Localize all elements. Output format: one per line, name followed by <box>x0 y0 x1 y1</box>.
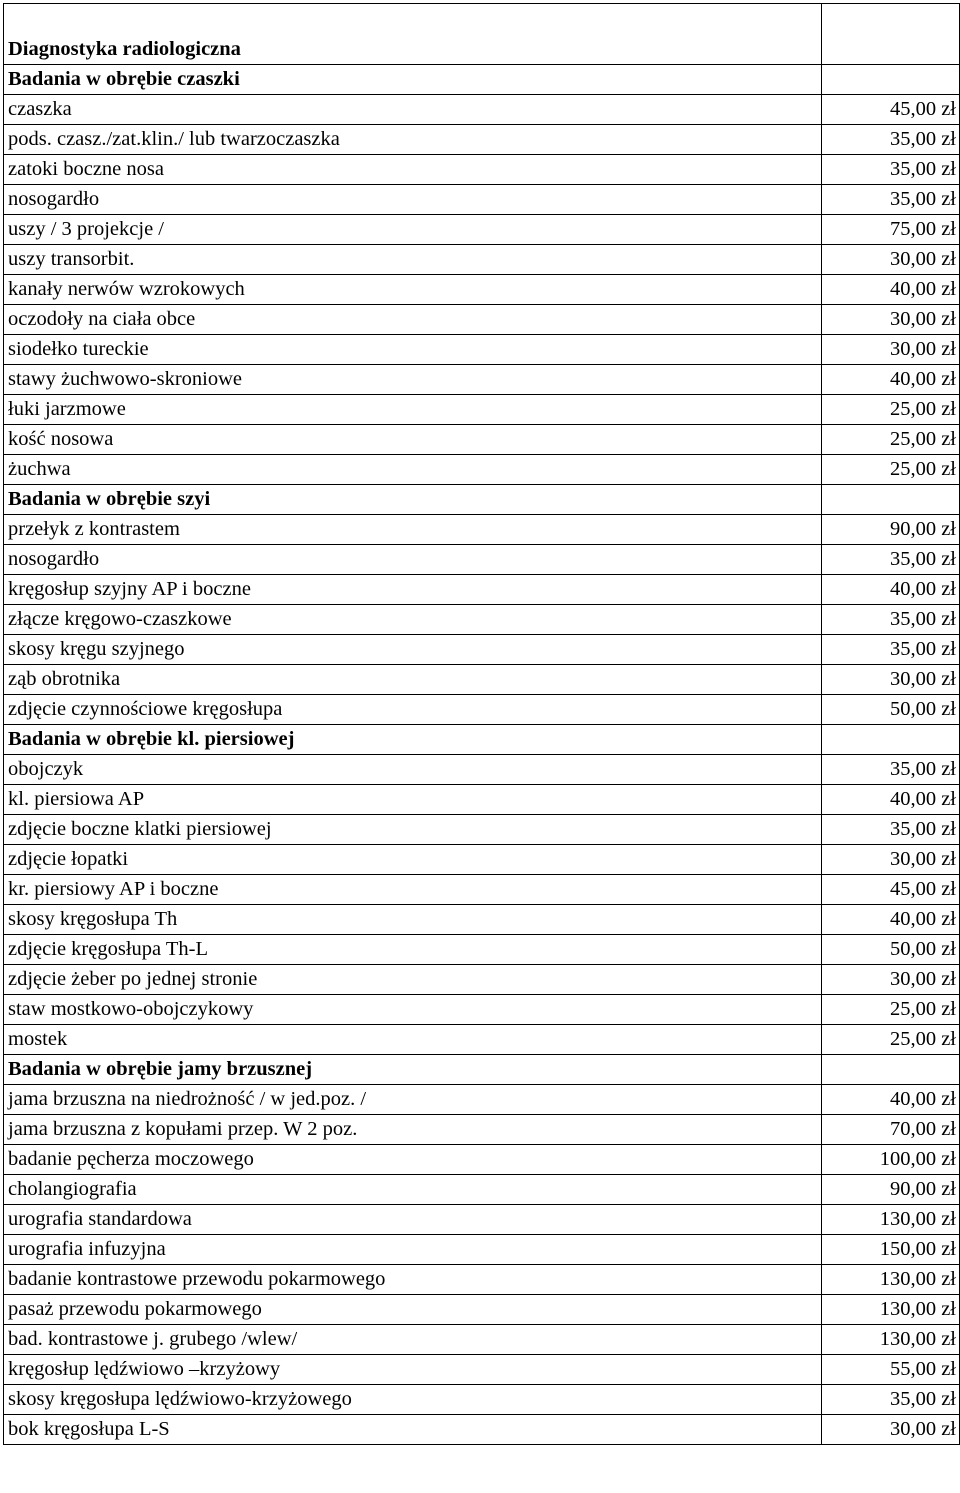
procedure-price: 40,00 zł <box>822 574 960 604</box>
title-row <box>4 35 960 65</box>
table-row <box>4 154 960 184</box>
section-heading-price-cell <box>822 484 960 514</box>
table-row <box>4 1084 960 1114</box>
table-row <box>4 514 960 544</box>
table-row <box>4 754 960 784</box>
procedure-name: przełyk z kontrastem <box>4 514 822 544</box>
procedure-name: cholangiografia <box>4 1174 822 1204</box>
page-title: Diagnostyka radiologiczna <box>4 35 822 65</box>
section-heading-row <box>4 64 960 94</box>
procedure-name: badanie kontrastowe przewodu pokarmowego <box>4 1264 822 1294</box>
procedure-name: kl. piersiowa AP <box>4 784 822 814</box>
table-row <box>4 274 960 304</box>
procedure-price: 130,00 zł <box>822 1204 960 1234</box>
table-row <box>4 214 960 244</box>
title-price-cell <box>822 35 960 65</box>
procedure-price: 40,00 zł <box>822 274 960 304</box>
procedure-name: kość nosowa <box>4 424 822 454</box>
table-row <box>4 424 960 454</box>
procedure-price: 25,00 zł <box>822 424 960 454</box>
table-row <box>4 1414 960 1444</box>
procedure-name: kręgosłup szyjny AP i boczne <box>4 574 822 604</box>
procedure-price: 25,00 zł <box>822 1024 960 1054</box>
procedure-price: 40,00 zł <box>822 1084 960 1114</box>
section-heading-price-cell <box>822 724 960 754</box>
procedure-name: zdjęcie kręgosłupa Th-L <box>4 934 822 964</box>
procedure-name: zdjęcie boczne klatki piersiowej <box>4 814 822 844</box>
table-row <box>4 814 960 844</box>
procedure-price: 130,00 zł <box>822 1294 960 1324</box>
procedure-name: urografia standardowa <box>4 1204 822 1234</box>
table-row <box>4 1384 960 1414</box>
table-row <box>4 1294 960 1324</box>
section-heading-row <box>4 724 960 754</box>
table-row <box>4 604 960 634</box>
procedure-name: pods. czasz./zat.klin./ lub twarzoczaszka <box>4 124 822 154</box>
procedure-price: 25,00 zł <box>822 454 960 484</box>
procedure-name: staw mostkowo-obojczykowy <box>4 994 822 1024</box>
procedure-name: łuki jarzmowe <box>4 394 822 424</box>
section-heading-row <box>4 484 960 514</box>
procedure-price: 90,00 zł <box>822 1174 960 1204</box>
table-row <box>4 634 960 664</box>
procedure-name: pasaż przewodu pokarmowego <box>4 1294 822 1324</box>
table-row <box>4 874 960 904</box>
section-heading: Badania w obrębie jamy brzusznej <box>4 1054 822 1084</box>
table-row <box>4 1174 960 1204</box>
table-row <box>4 1234 960 1264</box>
table-row <box>4 244 960 274</box>
price-list-table <box>3 3 960 1445</box>
table-row <box>4 1204 960 1234</box>
procedure-price: 70,00 zł <box>822 1114 960 1144</box>
procedure-name: uszy / 3 projekcje / <box>4 214 822 244</box>
procedure-price: 25,00 zł <box>822 394 960 424</box>
table-row <box>4 304 960 334</box>
procedure-price: 30,00 zł <box>822 1414 960 1444</box>
procedure-price: 35,00 zł <box>822 604 960 634</box>
table-row <box>4 844 960 874</box>
procedure-price: 30,00 zł <box>822 304 960 334</box>
procedure-price: 50,00 zł <box>822 694 960 724</box>
table-row <box>4 1144 960 1174</box>
table-row <box>4 664 960 694</box>
procedure-price: 25,00 zł <box>822 994 960 1024</box>
procedure-price: 35,00 zł <box>822 634 960 664</box>
table-row <box>4 1324 960 1354</box>
table-row <box>4 544 960 574</box>
table-row <box>4 1264 960 1294</box>
section-heading: Badania w obrębie kl. piersiowej <box>4 724 822 754</box>
procedure-price: 130,00 zł <box>822 1324 960 1354</box>
table-row <box>4 1114 960 1144</box>
procedure-price: 40,00 zł <box>822 904 960 934</box>
table-row <box>4 994 960 1024</box>
procedure-price: 45,00 zł <box>822 874 960 904</box>
procedure-name: nosogardło <box>4 184 822 214</box>
table-row <box>4 1024 960 1054</box>
procedure-name: kr. piersiowy AP i boczne <box>4 874 822 904</box>
table-row <box>4 394 960 424</box>
procedure-price: 90,00 zł <box>822 514 960 544</box>
procedure-name: bad. kontrastowe j. grubego /wlew/ <box>4 1324 822 1354</box>
table-row <box>4 694 960 724</box>
procedure-name: badanie pęcherza moczowego <box>4 1144 822 1174</box>
procedure-price: 40,00 zł <box>822 364 960 394</box>
procedure-price: 35,00 zł <box>822 814 960 844</box>
procedure-name: siodełko tureckie <box>4 334 822 364</box>
table-row <box>4 454 960 484</box>
procedure-name: skosy kręgosłupa Th <box>4 904 822 934</box>
procedure-name: kręgosłup lędźwiowo –krzyżowy <box>4 1354 822 1384</box>
table-row <box>4 574 960 604</box>
procedure-name: skosy kręgu szyjnego <box>4 634 822 664</box>
procedure-name: urografia infuzyjna <box>4 1234 822 1264</box>
table-row <box>4 94 960 124</box>
procedure-price: 35,00 zł <box>822 544 960 574</box>
procedure-price: 35,00 zł <box>822 154 960 184</box>
procedure-name: jama brzuszna na niedrożność / w jed.poz. / <box>4 1084 822 1114</box>
procedure-name: uszy transorbit. <box>4 244 822 274</box>
table-row <box>4 934 960 964</box>
procedure-price: 35,00 zł <box>822 1384 960 1414</box>
table-row <box>4 334 960 364</box>
procedure-price: 150,00 zł <box>822 1234 960 1264</box>
section-heading-price-cell <box>822 64 960 94</box>
procedure-price: 100,00 zł <box>822 1144 960 1174</box>
procedure-name: mostek <box>4 1024 822 1054</box>
procedure-name: złącze kręgowo-czaszkowe <box>4 604 822 634</box>
procedure-price: 45,00 zł <box>822 94 960 124</box>
procedure-price: 35,00 zł <box>822 124 960 154</box>
procedure-name: zdjęcie żeber po jednej stronie <box>4 964 822 994</box>
table-row <box>4 364 960 394</box>
title-cell <box>4 4 822 35</box>
section-heading: Badania w obrębie czaszki <box>4 64 822 94</box>
price-list-body <box>4 4 960 1445</box>
table-row <box>4 124 960 154</box>
procedure-name: zdjęcie łopatki <box>4 844 822 874</box>
procedure-name: żuchwa <box>4 454 822 484</box>
table-row <box>4 964 960 994</box>
table-row <box>4 1354 960 1384</box>
procedure-name: skosy kręgosłupa lędźwiowo-krzyżowego <box>4 1384 822 1414</box>
title-price-cell <box>822 4 960 35</box>
procedure-price: 30,00 zł <box>822 964 960 994</box>
procedure-price: 55,00 zł <box>822 1354 960 1384</box>
procedure-name: obojczyk <box>4 754 822 784</box>
procedure-name: ząb obrotnika <box>4 664 822 694</box>
procedure-name: stawy żuchwowo-skroniowe <box>4 364 822 394</box>
procedure-name: zatoki boczne nosa <box>4 154 822 184</box>
procedure-name: jama brzuszna z kopułami przep. W 2 poz. <box>4 1114 822 1144</box>
procedure-price: 130,00 zł <box>822 1264 960 1294</box>
procedure-price: 35,00 zł <box>822 754 960 784</box>
procedure-name: bok kręgosłupa L-S <box>4 1414 822 1444</box>
procedure-price: 50,00 zł <box>822 934 960 964</box>
table-row <box>4 904 960 934</box>
header-spacer-row <box>4 4 960 35</box>
table-row <box>4 784 960 814</box>
procedure-price: 75,00 zł <box>822 214 960 244</box>
procedure-name: nosogardło <box>4 544 822 574</box>
procedure-name: czaszka <box>4 94 822 124</box>
procedure-price: 30,00 zł <box>822 664 960 694</box>
section-heading-row <box>4 1054 960 1084</box>
procedure-price: 35,00 zł <box>822 184 960 214</box>
section-heading: Badania w obrębie szyi <box>4 484 822 514</box>
procedure-price: 30,00 zł <box>822 844 960 874</box>
procedure-name: kanały nerwów wzrokowych <box>4 274 822 304</box>
procedure-name: zdjęcie czynnościowe kręgosłupa <box>4 694 822 724</box>
table-row <box>4 184 960 214</box>
procedure-price: 30,00 zł <box>822 244 960 274</box>
procedure-name: oczodoły na ciała obce <box>4 304 822 334</box>
procedure-price: 40,00 zł <box>822 784 960 814</box>
section-heading-price-cell <box>822 1054 960 1084</box>
procedure-price: 30,00 zł <box>822 334 960 364</box>
